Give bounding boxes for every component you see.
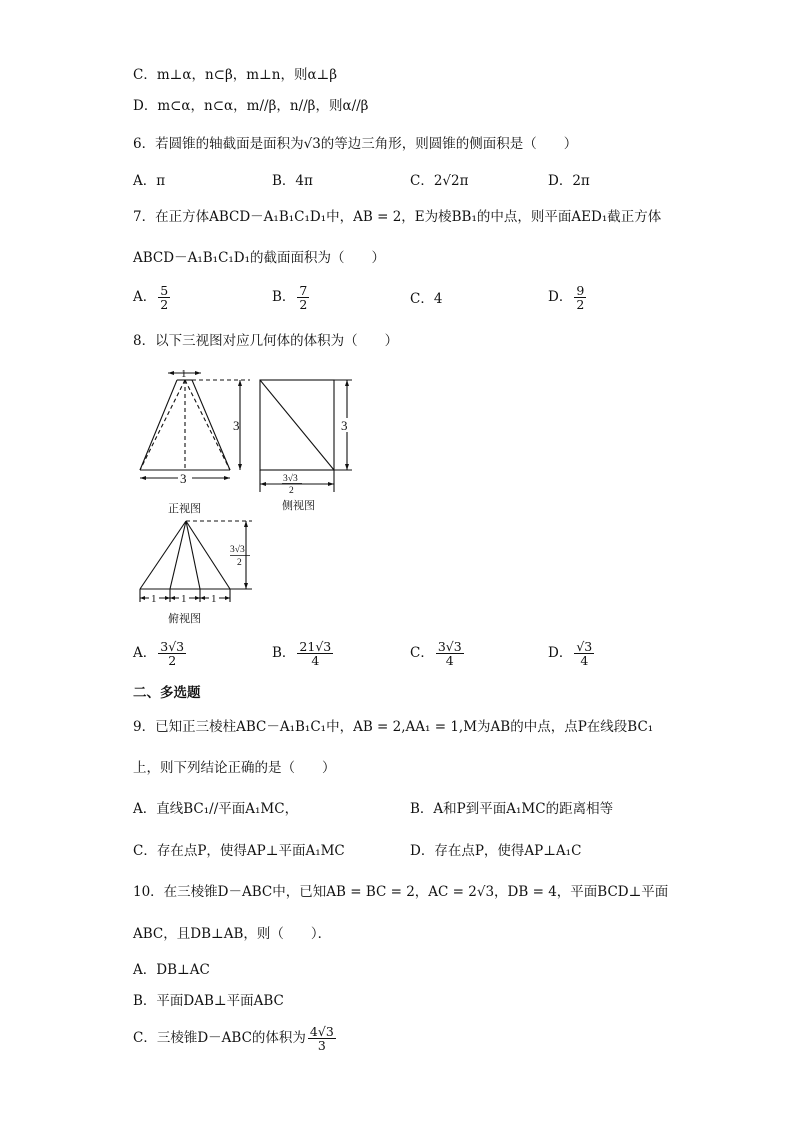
q9-option-c: C．存在点P，使得AP⊥平面A₁MC	[133, 843, 345, 859]
q7-stem-line2: ABCD－A₁B₁C₁D₁的截面面积为（ ）	[133, 250, 386, 266]
section-heading-multiple-choice: 二、多选题	[133, 685, 201, 701]
top-depth-dim-den: 2	[237, 558, 242, 568]
q5-option-c: C．m⊥α，n⊂β，m⊥n，则α⊥β	[133, 67, 338, 83]
q7-option-c: C．4	[410, 291, 443, 307]
q7-option-b: B． $\frac{7}{2}$	[272, 283, 308, 312]
q6-option-a: A．π	[133, 173, 166, 189]
front-hidden-right	[185, 380, 230, 470]
top-seg-label-3: 1	[211, 593, 217, 605]
top-depth-dim-num: 3√3	[230, 545, 245, 555]
side-width-dim-den: 2	[289, 486, 294, 496]
q6-option-b: B．4π	[272, 173, 313, 189]
q10-option-a: A．DB⊥AC	[133, 962, 210, 978]
q10-stem-line2: ABC，且DB⊥AB，则（ ）．	[133, 926, 332, 942]
q8-option-b: B． $\frac{21√3}{4}$	[272, 639, 332, 668]
side-view	[260, 380, 353, 496]
q10-stem-line1: 10．在三棱锥D－ABC中，已知AB = BC = 2，AC = 2√3，DB = 4，平面BCD⊥平面	[133, 884, 669, 900]
three-view-figure	[130, 364, 370, 634]
side-view-caption: 侧视图	[282, 499, 315, 512]
top-view	[140, 521, 252, 605]
q6-option-c: C．2√2π	[410, 173, 469, 189]
side-height-dim-label: 3	[341, 418, 348, 433]
q9-stem-line1: 9．已知正三棱柱ABC－A₁B₁C₁中，AB = 2,AA₁ = 1,M为AB的中点，点P在线段BC₁	[133, 719, 654, 735]
q5-option-d: D．m⊂α，n⊂α，m//β，n//β，则α//β	[133, 98, 369, 114]
q8-option-c: C． $\frac{3√3}{4}$	[410, 639, 462, 668]
front-right-edge	[192, 380, 230, 470]
top-view-caption: 俯视图	[168, 612, 201, 625]
q9-stem-line2: 上，则下列结论正确的是（ ）	[133, 760, 336, 776]
q6-stem: 6．若圆锥的轴截面是面积为√3的等边三角形，则圆锥的侧面积是（ ）	[133, 136, 578, 152]
front-left-edge	[140, 380, 177, 470]
front-height-dim-label: 3	[233, 418, 240, 433]
top-seg-label-1: 1	[151, 593, 157, 605]
side-diagonal	[260, 380, 334, 470]
front-hidden-left	[140, 380, 185, 470]
top-seg-label-2: 1	[181, 593, 187, 605]
side-width-dim-num: 3√3	[283, 474, 298, 484]
front-view	[140, 368, 250, 486]
q10-option-c: C．三棱锥D－ABC的体积为 $\frac{4√3}{3}$	[133, 1024, 334, 1053]
q7-option-d: D． $\frac{9}{2}$	[548, 283, 585, 312]
q9-option-a: A．直线BC₁//平面A₁MC，	[133, 801, 299, 817]
q10-option-b: B．平面DAB⊥平面ABC	[133, 993, 284, 1009]
q9-option-b: B．A和P到平面A₁MC的距离相等	[410, 801, 614, 817]
q8-option-d: D． $\frac{√3}{4}$	[548, 639, 593, 668]
front-top-dim-label: 1	[181, 368, 187, 380]
front-base-dim-label: 3	[180, 471, 187, 486]
q8-stem: 8．以下三视图对应几何体的体积为（ ）	[133, 333, 399, 349]
q7-stem-line1: 7．在正方体ABCD－A₁B₁C₁D₁中，AB = 2，E为棱BB₁的中点，则平面AED₁截正方体	[133, 209, 662, 225]
q8-option-a: A． $\frac{3√3}{2}$	[133, 639, 185, 668]
q7-option-a: A． $\frac{5}{2}$	[133, 283, 169, 312]
top-left-edge	[140, 521, 186, 589]
q9-option-d: D．存在点P，使得AP⊥A₁C	[410, 843, 582, 859]
q6-option-d: D．2π	[548, 173, 590, 189]
front-view-caption: 正视图	[168, 502, 201, 515]
